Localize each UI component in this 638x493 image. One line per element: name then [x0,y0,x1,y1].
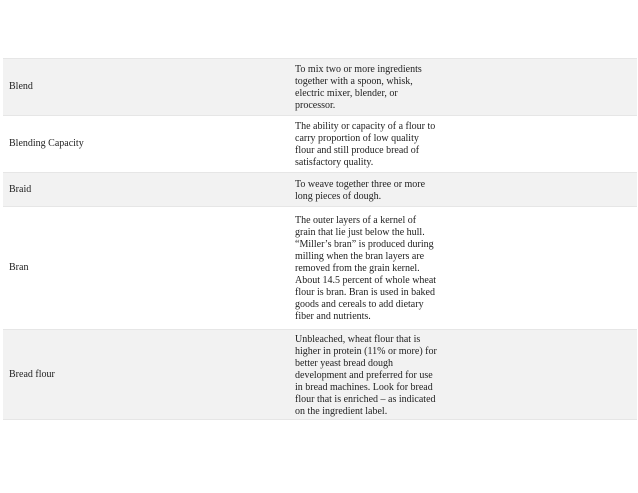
glossary-term: Braid [9,183,32,195]
glossary-term: Blend [9,81,33,92]
glossary-row [3,173,637,207]
glossary-row [3,207,637,330]
glossary-term: Bran [9,262,29,273]
glossary-definition: To weave together three or more long pieces of dough. [295,178,426,202]
glossary-table [3,58,637,420]
glossary-row [3,59,637,116]
glossary-term: Bread flour [9,368,55,380]
glossary-definition: To mix two or more ingredients together with a spoon, whisk, electric mixer, blender, or processor. [295,64,422,111]
glossary-definition: Unbleached, wheat flour that is higher in protein (11% or more) for better yeast bread dough development and preferred for use in bread machines. Look for bread flour that is enriched – as indicated on the ingredient label. [295,333,437,417]
glossary-definition: The ability or capacity of a flour to carry proportion of low quality flour and still produce bread of satisfactory quality. [295,121,436,168]
glossary-row [3,116,637,173]
glossary-definition: The outer layers of a kernel of grain that lie just below the hull. “Miller’s bran” is produced during milling when the bran layers are removed from the grain kernel. About 14.5 percent of whole wheat flour is bran. Bran is used in baked goods and cereals to add dietary fiber and nutrients. [295,215,437,322]
glossary-row [3,330,637,420]
glossary-term: Blending Capacity [9,138,84,149]
